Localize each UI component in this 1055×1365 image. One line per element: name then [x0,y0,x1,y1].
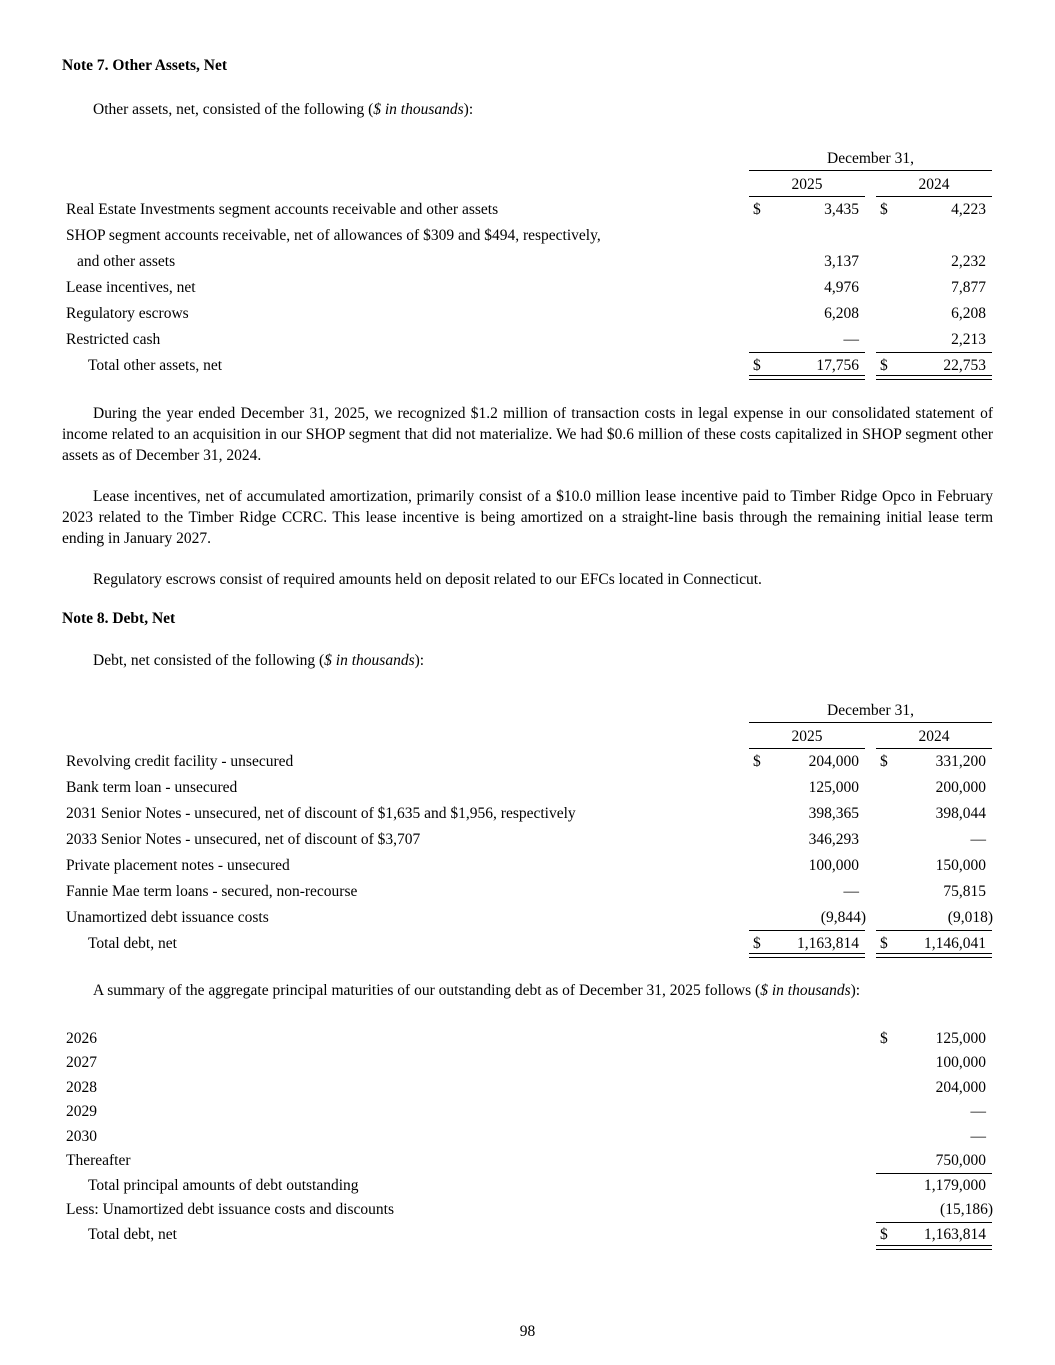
note8-maturities-intro-end: ): [850,982,861,999]
note8-row-label: 2031 Senior Notes - unsecured, net of discount of $1,635 and $1,956, respectively [66,805,576,822]
note7-total-double-rule-2025 [749,375,865,380]
maturity-amount: 100,000 [935,1054,986,1071]
note7-row-2024: 7,877 [951,279,986,296]
maturity-amount: 204,000 [935,1079,986,1096]
note8-row-label: Unamortized debt issuance costs [66,909,269,926]
note8-row-label: Fannie Mae term loans - secured, non-recourse [66,883,358,900]
note8-total-dollar-2024: $ [880,935,888,952]
note7-row-2025: 6,208 [824,305,859,322]
maturity-year: 2027 [66,1054,97,1071]
note7-row-2024: 6,208 [951,305,986,322]
note8-row-dollar: $ [753,753,761,770]
note8-total-dollar: $ [753,935,761,952]
net-total-dollar: $ [880,1226,888,1243]
maturity-year: Thereafter [66,1152,131,1169]
note8-year-2025: 2025 [791,728,823,745]
note8-year-2024: 2024 [918,728,950,745]
note8-maturities-intro-text: A summary of the aggregate principal maturities of our outstanding debt as of December 31, 2025 follows ( [93,982,761,999]
note8-intro-text: Debt, net consisted of the following ( [93,652,325,669]
note7-paragraph-lease-incentives: Lease incentives, net of accumulated amortization, primarily consist of a $10.0 million lease incentive paid to Timber Ridge Opco in February 2023 related to the Timber Ridge CCRC. This lease incentive is being amortized on a straight-line basis through the remaining initial lease term ending in January 2027. [62,488,993,547]
note7-row-label: SHOP segment accounts receivable, net of allowances of $309 and $494, respectively, [66,227,601,244]
note7-row-2025: — [843,331,859,348]
note7-total-label: Total other assets, net [88,357,223,374]
maturity-year: 2028 [66,1079,97,1096]
note7-intro-text: Other assets, net, consisted of the following ( [93,101,374,118]
note8-row-2024: 150,000 [935,857,986,874]
note8-row-2024: 398,044 [935,805,986,822]
note7-row-label: and other assets [77,253,176,270]
note7-row-2024: 2,213 [951,331,986,348]
note8-row-2024: 200,000 [935,779,986,796]
maturity-year: 2030 [66,1128,97,1145]
note7-row-label: Regulatory escrows [66,305,189,322]
note8-row-2024: 75,815 [943,883,986,900]
note7-intro-end: ): [463,101,474,118]
net-total-label: Total debt, net [88,1226,177,1243]
note7-intro [93,101,473,119]
note7-row-2025: 3,435 [824,201,859,218]
note8-row-2025: 125,000 [808,779,859,796]
maturity-amount: — [970,1128,986,1145]
net-total-amount: 1,163,814 [924,1226,986,1243]
note7-intro-units: $ in thousands [373,101,464,118]
note7-total-dollar: $ [753,357,761,374]
note8-row-2025: 204,000 [808,753,859,770]
page-number: 98 [519,1323,536,1340]
note7-row-dollar-2024: $ [880,201,888,218]
note8-row-2024: — [970,831,986,848]
note7-total-2025: 17,756 [816,357,859,374]
note8-row-2025: 398,365 [808,805,859,822]
total-principal-label: Total principal amounts of debt outstanding [88,1177,359,1194]
note7-row-label: Restricted cash [66,331,161,348]
note8-header-rule [749,722,992,723]
note8-total-2025: 1,163,814 [797,935,859,952]
note7-row-2025: 4,976 [824,279,859,296]
note7-year-2024: 2024 [918,176,950,193]
less-costs-label: Less: Unamortized debt issuance costs and discounts [66,1201,395,1218]
note7-row-label: Lease incentives, net [66,279,196,296]
note7-total-double-rule-2024 [876,375,992,380]
note8-total-2024: 1,146,041 [924,935,986,952]
note8-row-2025: 100,000 [808,857,859,874]
note8-row-2025: (9,844) [820,909,866,926]
maturity-dollar: $ [880,1030,888,1047]
note8-row-2025: 346,293 [808,831,859,848]
less-costs-amount: (15,186) [940,1201,993,1218]
note7-row-2025: 3,137 [824,253,859,270]
note8-row-label: Bank term loan - unsecured [66,779,238,796]
note8-row-dollar-2024: $ [880,753,888,770]
note8-row-label: Private placement notes - unsecured [66,857,290,874]
note7-row-dollar: $ [753,201,761,218]
note8-row-2024: (9,018) [947,909,993,926]
note8-intro [93,652,424,670]
note8-row-label: Revolving credit facility - unsecured [66,753,294,770]
maturity-amount: 750,000 [935,1152,986,1169]
note7-header-rule [749,170,992,171]
note7-period-header: December 31, [827,150,914,167]
maturity-year: 2029 [66,1103,97,1120]
note7-row-2024: 2,232 [951,253,986,270]
total-principal-amount: 1,179,000 [924,1177,986,1194]
note8-total-double-rule-2025 [749,953,865,958]
note7-row-label: Real Estate Investments segment accounts receivable and other assets [66,201,499,218]
note8-maturities-intro [93,982,860,1000]
note8-maturities-intro-units: $ in thousands [760,982,851,999]
note7-year-2025: 2025 [791,176,823,193]
maturity-year: 2026 [66,1030,97,1047]
note7-paragraph-regulatory-escrows: Regulatory escrows consist of required amounts held on deposit related to our EFCs located in Connecticut. [93,571,762,588]
net-total-double-rule [876,1245,992,1250]
maturity-amount: 125,000 [935,1030,986,1047]
note7-row-2024: 4,223 [951,201,986,218]
note8-row-2024: 331,200 [935,753,986,770]
note8-row-2025: — [843,883,859,900]
note8-intro-end: ): [414,652,425,669]
note8-heading: Note 8. Debt, Net [62,610,176,627]
note8-intro-units: $ in thousands [324,652,415,669]
note8-total-double-rule-2024 [876,953,992,958]
maturity-amount: — [970,1103,986,1120]
note8-period-header: December 31, [827,702,914,719]
note7-total-dollar-2024: $ [880,357,888,374]
note8-row-label: 2033 Senior Notes - unsecured, net of discount of $3,707 [66,831,421,848]
note7-total-2024: 22,753 [943,357,986,374]
note7-heading: Note 7. Other Assets, Net [62,57,228,74]
note8-total-label: Total debt, net [88,935,177,952]
note7-paragraph-transaction-costs: During the year ended December 31, 2025, we recognized $1.2 million of transaction costs in legal expense in our consolidated statement of income related to an acquisition in our SHOP segment that did not materialize. We had $0.6 million of these costs capitalized in SHOP segment other assets as of December 31, 2024. [62,405,993,464]
